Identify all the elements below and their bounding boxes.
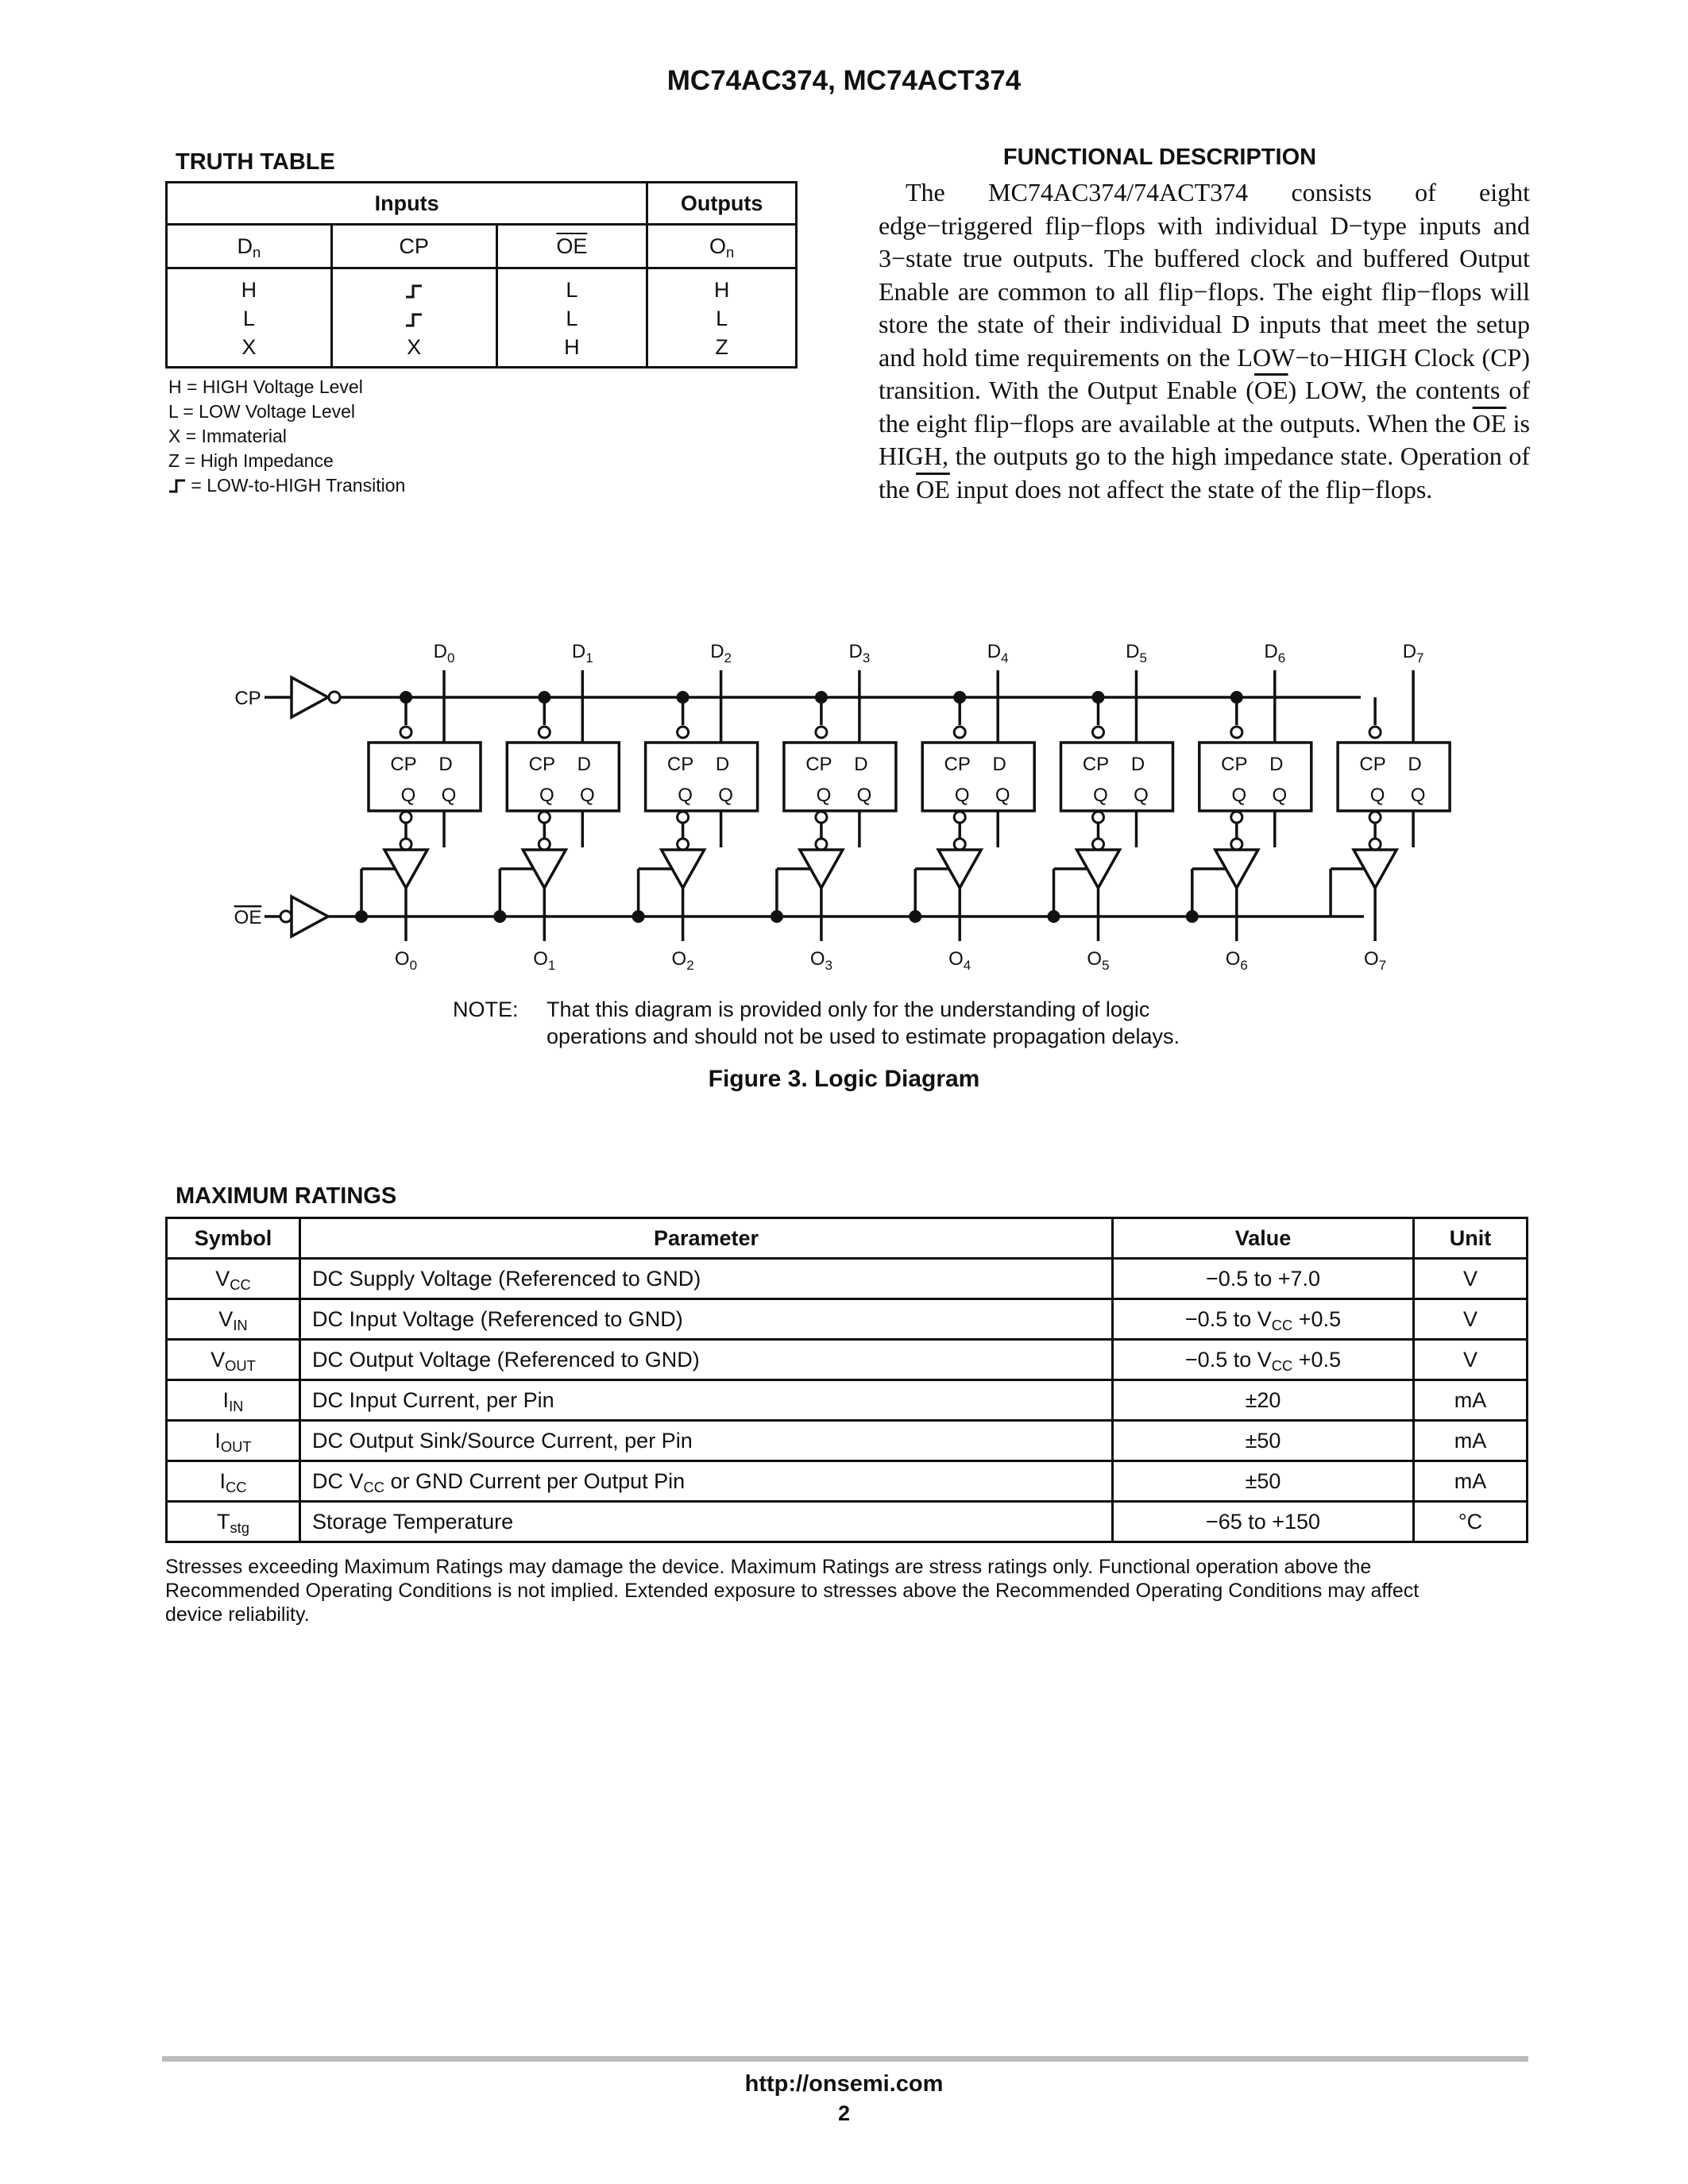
- logic-diagram: [0, 635, 1688, 985]
- ff-qbar-pin-label: Q: [1369, 785, 1385, 806]
- ff-cp-pin-label: CP: [1221, 754, 1248, 775]
- buffer-input-bubble: [400, 839, 411, 850]
- ratings-row: [167, 1421, 1528, 1461]
- ff-d-pin-label: D: [577, 754, 591, 775]
- clock-bubble: [1369, 727, 1381, 738]
- flip-flop-box: [1199, 743, 1311, 811]
- qbar-bubble: [1231, 812, 1242, 823]
- parameter-cell: DC Supply Voltage (Referenced to GND): [300, 1259, 1113, 1299]
- symbol-cell: $V_{CC}$: [167, 1259, 300, 1299]
- col-cp: CP: [331, 225, 496, 268]
- col-oe: $\overline{OE}$: [496, 225, 647, 268]
- junction-dot: [632, 910, 645, 923]
- ff-cp-pin-label: CP: [944, 754, 971, 775]
- qbar-bubble: [539, 812, 550, 823]
- footer-url: http://onsemi.com: [744, 2071, 944, 2097]
- flip-flop-box: [784, 743, 896, 811]
- value-cell: ±20: [1113, 1380, 1414, 1421]
- inputs-header: Inputs: [167, 183, 647, 225]
- value-header: Value: [1113, 1218, 1414, 1259]
- truth-table-title: TRUTH TABLE: [176, 149, 335, 175]
- rising-edge-icon: [405, 313, 423, 327]
- clock-bubble: [816, 727, 827, 738]
- data-output-label: $O_2$: [671, 948, 694, 973]
- data-output-label: $O_3$: [809, 948, 832, 973]
- ff-cp-pin-label: CP: [666, 754, 694, 775]
- clock-bubble: [400, 727, 411, 738]
- flip-flop-box: [507, 743, 619, 811]
- buffer-input-bubble: [1093, 839, 1104, 850]
- buffer-input-bubble: [678, 839, 689, 850]
- unit-cell: mA: [1414, 1461, 1528, 1502]
- junction-dot: [909, 910, 921, 923]
- unit-header: Unit: [1414, 1218, 1528, 1259]
- flip-flop-cell: [771, 670, 896, 941]
- buffer-input-bubble: [954, 839, 965, 850]
- ratings-row: [167, 1299, 1528, 1340]
- flip-flop-box: [1338, 743, 1450, 811]
- ff-q-pin-label: Q: [856, 785, 872, 806]
- parameter-cell: DC Input Current, per Pin: [300, 1380, 1113, 1421]
- truth-table: [165, 181, 798, 369]
- flip-flop-cell: [909, 670, 1034, 941]
- flip-flop-cell: [493, 670, 619, 941]
- unit-cell: mA: [1414, 1421, 1528, 1461]
- flip-flop-cell: [632, 670, 758, 941]
- ff-q-pin-label: Q: [995, 785, 1010, 806]
- data-output-label: $O_7$: [1364, 948, 1387, 973]
- parameter-cell: Storage Temperature: [300, 1502, 1113, 1542]
- data-output-label: $O_0$: [394, 948, 418, 973]
- diagram-note: NOTE: That this diagram is provided only for the understanding of logic operations and should not be used to estimate propagation delays.: [453, 997, 1180, 1048]
- ff-qbar-pin-label: Q: [1093, 785, 1108, 806]
- flip-flop-cell: [1048, 670, 1173, 941]
- unit-cell: V: [1414, 1299, 1528, 1340]
- ff-q-pin-label: Q: [579, 785, 595, 806]
- oe-buffer: [292, 897, 328, 936]
- ff-cp-pin-label: CP: [1359, 754, 1386, 775]
- data-input-label: $D_2$: [710, 641, 732, 666]
- oe-input-label: OE: [234, 907, 262, 928]
- ff-q-pin-label: Q: [441, 785, 457, 806]
- flip-flop-box: [369, 743, 481, 811]
- clock-bubble: [1231, 727, 1242, 738]
- ff-d-pin-label: D: [1269, 754, 1284, 775]
- maximum-ratings-title: MAXIMUM RATINGS: [176, 1183, 397, 1209]
- page-number: 2: [837, 2101, 851, 2125]
- data-input-label: $D_5$: [1126, 641, 1147, 666]
- clock-bubble: [1093, 727, 1104, 738]
- ratings-row: [167, 1380, 1528, 1421]
- ff-d-pin-label: D: [715, 754, 730, 775]
- ff-d-pin-label: D: [854, 754, 868, 775]
- qbar-bubble: [1369, 812, 1381, 823]
- outputs-header: Outputs: [647, 183, 797, 225]
- flip-flop-box: [922, 743, 1034, 811]
- unit-cell: V: [1414, 1259, 1528, 1299]
- ff-qbar-pin-label: Q: [539, 785, 554, 806]
- value-cell: −0.5 to +7.0: [1113, 1259, 1414, 1299]
- cp-values: X: [331, 268, 496, 368]
- symbol-cell: $V_{IN}$: [167, 1299, 300, 1340]
- junction-dot: [355, 910, 368, 923]
- ratings-row: [167, 1502, 1528, 1542]
- unit-cell: mA: [1414, 1380, 1528, 1421]
- ff-qbar-pin-label: Q: [954, 785, 970, 806]
- ratings-row: [167, 1461, 1528, 1502]
- data-output-label: $O_6$: [1225, 948, 1248, 973]
- buffer-input-bubble: [1369, 839, 1381, 850]
- data-output-label: $O_4$: [948, 948, 971, 973]
- ff-d-pin-label: D: [438, 754, 453, 775]
- figure-caption: Figure 3. Logic Diagram: [708, 1066, 980, 1092]
- qbar-bubble: [816, 812, 827, 823]
- flip-flop-cell: [1186, 670, 1311, 941]
- data-input-label: $D_0$: [433, 641, 455, 666]
- ratings-footnote: Stresses exceeding Maximum Ratings may damage the device. Maximum Ratings are stress ratings only. Functional operation above the Recommended Operating Conditions is not implied. Extended exposure to stresses above the Recommended Operating Conditions may affect device reliability.: [165, 1556, 1420, 1626]
- ff-qbar-pin-label: Q: [816, 785, 832, 806]
- data-input-label: $D_7$: [1402, 641, 1424, 666]
- ff-cp-pin-label: CP: [528, 754, 555, 775]
- data-input-label: $D_6$: [1264, 641, 1286, 666]
- data-input-label: $D_4$: [987, 641, 1009, 666]
- qbar-bubble: [400, 812, 411, 823]
- cp-buffer: [292, 677, 328, 717]
- symbol-cell: $V_{OUT}$: [167, 1340, 300, 1380]
- symbol-cell: $I_{OUT}$: [167, 1421, 300, 1461]
- junction-dot: [771, 910, 783, 923]
- clock-bubble: [678, 727, 689, 738]
- flip-flop-cell: [355, 670, 481, 941]
- data-input-label: $D_1$: [571, 641, 593, 666]
- truth-table-legend: H = HIGH Voltage Level L = LOW Voltage Level X = Immaterial Z = High Impedance = LOW-to-HIGH Transition: [168, 376, 406, 496]
- ff-q-pin-label: Q: [1272, 785, 1288, 806]
- symbol-cell: $I_{IN}$: [167, 1380, 300, 1421]
- buffer-input-bubble: [539, 839, 550, 850]
- oe-inverter-bubble: [280, 911, 292, 922]
- on-values: H L Z: [647, 268, 797, 368]
- symbol-cell: $T_{stg}$: [167, 1502, 300, 1542]
- ff-d-pin-label: D: [992, 754, 1006, 775]
- ff-q-pin-label: Q: [1134, 785, 1149, 806]
- parameter-cell: DC Output Voltage (Referenced to GND): [300, 1340, 1113, 1380]
- cp-input-label: CP: [234, 688, 261, 709]
- ff-q-pin-label: Q: [718, 785, 733, 806]
- maximum-ratings-table: [165, 1217, 1528, 1543]
- rising-edge-icon: [405, 284, 423, 299]
- parameter-cell: DC Output Sink/Source Current, per Pin: [300, 1421, 1113, 1461]
- oe-values: L L H: [496, 268, 647, 368]
- flip-flop-box: [646, 743, 758, 811]
- value-cell: −0.5 to $V_{CC} +0.5$: [1113, 1299, 1414, 1340]
- unit-cell: V: [1414, 1340, 1528, 1380]
- col-dn: $D_n$: [167, 225, 332, 268]
- data-output-label: $O_5$: [1087, 948, 1110, 973]
- ff-qbar-pin-label: Q: [400, 785, 416, 806]
- buffer-input-bubble: [816, 839, 827, 850]
- junction-dot: [493, 910, 506, 923]
- parameter-cell: DC $V_{CC}$ or GND Current per Output Pin: [300, 1461, 1113, 1502]
- data-output-label: $O_1$: [533, 948, 556, 973]
- parameter-header: Parameter: [300, 1218, 1113, 1259]
- value-cell: −0.5 to $V_{CC} +0.5$: [1113, 1340, 1414, 1380]
- cp-inverter-bubble: [329, 692, 340, 703]
- qbar-bubble: [1093, 812, 1104, 823]
- flip-flop-cell: [1331, 670, 1450, 941]
- parameter-cell: DC Input Voltage (Referenced to GND): [300, 1299, 1113, 1340]
- buffer-input-bubble: [1231, 839, 1242, 850]
- rising-edge-icon: [168, 479, 186, 493]
- qbar-bubble: [954, 812, 965, 823]
- col-on: $O_n$: [647, 225, 797, 268]
- value-cell: ±50: [1113, 1461, 1414, 1502]
- junction-dot: [1186, 910, 1199, 923]
- ratings-row: [167, 1340, 1528, 1380]
- clock-bubble: [539, 727, 550, 738]
- unit-cell: °C: [1414, 1502, 1528, 1542]
- symbol-cell: $I_{CC}$: [167, 1461, 300, 1502]
- ratings-row: [167, 1259, 1528, 1299]
- functional-description-title: FUNCTIONAL DESCRIPTION: [1002, 145, 1317, 170]
- ff-cp-pin-label: CP: [1082, 754, 1110, 775]
- flip-flop-box: [1061, 743, 1173, 811]
- ff-d-pin-label: D: [1130, 754, 1145, 775]
- data-input-label: $D_3$: [848, 641, 871, 666]
- functional-description-text: The MC74AC374/74ACT374 consists of eight edge−triggered flip−flops with individual D−type inputs and 3−state true outputs. The buffered clock and buffered Output Enable are common to all flip−flops. The eight flip−flops will store the state of their individual D inputs that meet the setup and hold time requirements on the LOW−to−HIGH Clock (CP) transition. With the Output Enable $(\overline{OE})$ LOW, the contents of the eight flip−flops are available at the outputs. When the $\overline{OE}$ is HIGH, the outputs go to the high impedance state. Operation of the $\overline{OE}$ input does not affect the state of the flip−flops.: [879, 178, 1531, 504]
- junction-dot: [1048, 910, 1060, 923]
- page-title: MC74AC374, MC74ACT374: [666, 65, 1022, 96]
- clock-bubble: [954, 727, 965, 738]
- ff-cp-pin-label: CP: [390, 754, 417, 775]
- ff-qbar-pin-label: Q: [1231, 785, 1247, 806]
- ff-cp-pin-label: CP: [805, 754, 832, 775]
- value-cell: ±50: [1113, 1421, 1414, 1461]
- qbar-bubble: [678, 812, 689, 823]
- ff-d-pin-label: D: [1408, 754, 1422, 775]
- value-cell: −65 to +150: [1113, 1502, 1414, 1542]
- footer-divider: [162, 2056, 1528, 2062]
- ff-q-pin-label: Q: [1410, 785, 1426, 806]
- symbol-header: Symbol: [167, 1218, 300, 1259]
- dn-values: H L X: [167, 268, 332, 368]
- ff-qbar-pin-label: Q: [678, 785, 693, 806]
